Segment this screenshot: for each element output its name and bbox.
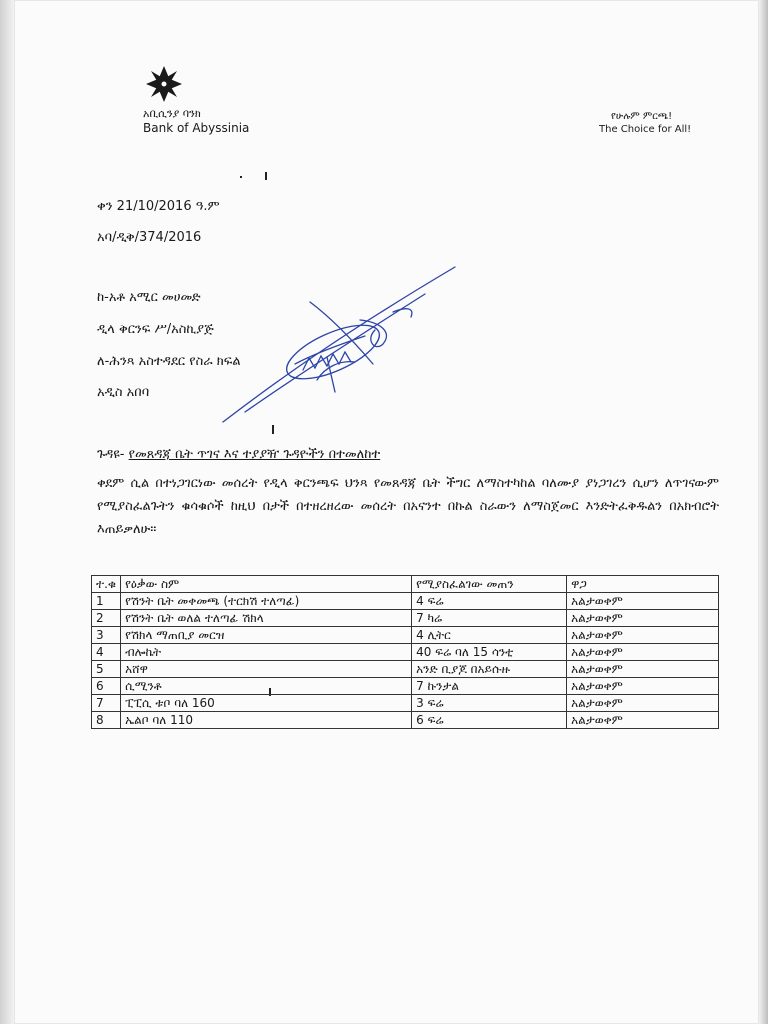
- item-name: ሲሚንቶ: [121, 678, 412, 695]
- table-row: [92, 712, 719, 729]
- table-row: [92, 661, 719, 678]
- row-number: 5: [92, 661, 121, 678]
- subject-text: የመጸዳጃ ቤት ጥገና እና ተያያዥ ጉዳዮችን በተመለከተ: [128, 447, 381, 462]
- table-row: [92, 695, 719, 712]
- column-header-number: ተ.ቁ: [92, 576, 121, 593]
- row-number: 7: [92, 695, 121, 712]
- body-paragraph: ቀደም ሲል በተነጋገርነው መሰረት የዲላ ቅርንጫፍ ህንጻ የመጸዳጃ ቤት ችግር ለማስተካከል ባለሙያ ያነጋገረን ሲሆን ለጥገናውም የሚያስፈልጉትን ቁሳቁሶች ከዚህ በታች በተዘረዘረው መሰረት በአናንተ በኩል ስራውን ለማስጀመር እንድትፈቅዱልን በአክብሮት እጠይቃለሁ።: [97, 476, 719, 537]
- table-row: [92, 593, 719, 610]
- item-price: አልታወቀም: [567, 627, 719, 644]
- item-name: የሽንት ቤት መቀመጫ (ተርክሽ ተለጣፊ): [121, 593, 412, 610]
- item-price: አልታወቀም: [567, 695, 719, 712]
- bank-logo-icon: [142, 64, 186, 104]
- item-name: አሸዋ: [121, 661, 412, 678]
- letter-date: ቀን 21/10/2016 ዓ.ም: [97, 199, 220, 214]
- row-number: 2: [92, 610, 121, 627]
- item-name: ብሎኬት: [121, 644, 412, 661]
- bank-name-amharic: አቢሲንያ ባንክ: [143, 107, 201, 120]
- table-row: [92, 610, 719, 627]
- materials-table: [91, 575, 719, 729]
- item-name: የሽንት ቤት ወለል ተለጣፊ ሽክላ: [121, 610, 412, 627]
- table-row: [92, 627, 719, 644]
- table-header-row: [92, 576, 719, 593]
- item-price: አልታወቀም: [567, 712, 719, 729]
- row-number: 3: [92, 627, 121, 644]
- item-quantity: 40 ፍሬ ባለ 15 ሳንቲ: [412, 644, 567, 661]
- scan-left-edge: [0, 0, 14, 1024]
- item-quantity: 7 ኩንታል: [412, 678, 567, 695]
- scan-right-edge: [759, 0, 768, 1024]
- signature: [215, 262, 460, 432]
- item-price: አልታወቀም: [567, 644, 719, 661]
- item-price: አልታወቀም: [567, 610, 719, 627]
- item-quantity: 4 ሊትር: [412, 627, 567, 644]
- scan-speck: [265, 172, 267, 180]
- column-header-item-name: የዕቃው ስም: [121, 576, 412, 593]
- recipient-line-2: ዲላ ቅርንፍ ሥ/አስኪያጅ: [97, 322, 214, 337]
- recipient-line-4: አዲስ አበባ: [97, 385, 150, 400]
- item-quantity: አንድ ቢያጆ በአይሱዙ: [412, 661, 567, 678]
- column-header-quantity: የሚያስፈልገው መጠን: [412, 576, 567, 593]
- column-header-price: ዋጋ: [567, 576, 719, 593]
- item-price: አልታወቀም: [567, 661, 719, 678]
- recipient-line-3: ለ-ሕንጻ አስተዳደር የስራ ክፍል: [97, 354, 241, 369]
- row-number: 4: [92, 644, 121, 661]
- subject-line: [97, 447, 380, 462]
- reference-number: አባ/ዲቅ/374/2016: [97, 230, 202, 245]
- row-number: 1: [92, 593, 121, 610]
- scan-speck: [240, 176, 242, 178]
- table-row: [92, 644, 719, 661]
- slogan-amharic: የሁሉም ምርጫ!: [611, 111, 673, 122]
- item-quantity: 4 ፍሬ: [412, 593, 567, 610]
- table-row: [92, 678, 719, 695]
- item-name: ፒፒሲ ቱቦ ባለ 160: [121, 695, 412, 712]
- slogan-english: The Choice for All!: [599, 124, 692, 135]
- bank-name-english: Bank of Abyssinia: [143, 121, 250, 135]
- item-quantity: 6 ፍሬ: [412, 712, 567, 729]
- scan-speck: [272, 425, 274, 434]
- item-price: አልታወቀም: [567, 593, 719, 610]
- recipient-line-1: ከ-አቶ አሚር መሀመድ: [97, 290, 201, 305]
- item-price: አልታወቀም: [567, 678, 719, 695]
- item-name: ኤልቦ ባለ 110: [121, 712, 412, 729]
- row-number: 8: [92, 712, 121, 729]
- item-quantity: 3 ፍሬ: [412, 695, 567, 712]
- row-number: 6: [92, 678, 121, 695]
- subject-prefix: ጉዳዩ-: [97, 447, 125, 462]
- item-quantity: 7 ካሬ: [412, 610, 567, 627]
- item-name: የሽክላ ማጠቢያ መርዝ: [121, 627, 412, 644]
